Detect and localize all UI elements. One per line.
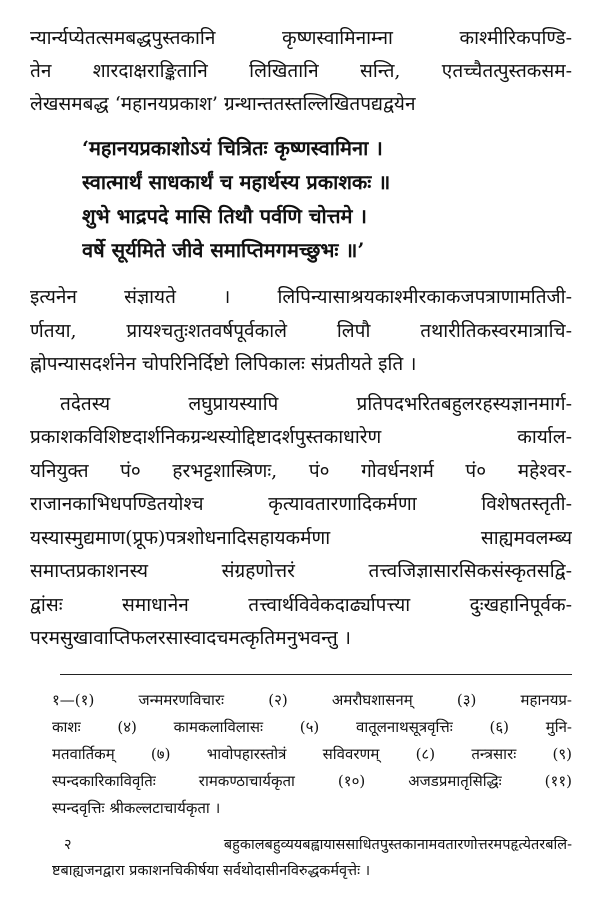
footnote-line: मतवार्तिकम् (७) भावोपहारस्तोत्रं सविवरणम् (८) तन्त्रसारः (९) — [52, 744, 572, 763]
verse-line: शुभे भाद्रपदे मासि तिथौ पर्वणि चोत्तमे । — [82, 204, 368, 228]
text-line: र्णतया, प्रायश्चतुःशतवर्षपूर्वकाले लिपौ तथारीतिकस्वरमात्राचि- — [30, 319, 572, 342]
footnote-line: स्पन्दवृत्तिः श्रीकल्लटाचार्यकृता । — [52, 798, 221, 817]
text-line: यनियुक्त पं० हरभट्टशास्त्रिणः, पं० गोवर्धनशर्म पं० महेश्वर- — [30, 459, 572, 482]
verse-line: ‘महानयप्रकाशोऽयं चित्रितः कृष्णस्वामिना । — [82, 136, 383, 160]
text-line: तेन शारदाक्षराङ्कितानि लिखितानि सन्ति, एतच्चैतत्पुस्तकसम- — [30, 60, 572, 82]
footnote-divider — [60, 674, 572, 675]
quoted-verse — [30, 131, 572, 267]
third-paragraph — [30, 388, 572, 656]
text-line: यस्यास्मुद्यमाण(प्रूफ)पत्रशोधनादिसहायकर्मणा साह्यमवलम्ब्य — [30, 526, 572, 549]
text-line: लेखसमबद्ध ‘महानयप्रकाश’ ग्रन्थान्ततस्तल्लिखितपद्यद्वयेन — [30, 93, 416, 115]
text-line: ह्नोपन्यासदर्शनेन चोपरिनिर्दिष्टो लिपिकालः संप्रतीयते इति । — [30, 353, 417, 375]
second-paragraph — [30, 281, 572, 382]
footnote-line: काशः (४) कामकलाविलासः (५) वातूलनाथसूत्रवृत्तिः (६) मुनि- — [52, 717, 572, 736]
footnote-line: १—(१) जन्ममरणविचारः (२) अमरौघशासनम् (३) महानयप्र- — [52, 690, 572, 709]
text-line: तदेतस्य लघुप्रायस्यापि प्रतिपदभरितबहुलरहस्यज्ञानमार्ग- — [60, 392, 572, 415]
text-line: न्यार्न्यप्येतत्समबद्धपुस्तकानि कृष्णस्वामिनाम्ना काश्मीरिकपण्डि- — [30, 27, 572, 49]
footnote-2 — [30, 832, 572, 884]
text-line: परमसुखावाप्तिफलरसास्वादचमत्कृतिमनुभवन्तु । — [30, 627, 352, 649]
text-line: राजानकाभिधपण्डितयोश्च कृत्यावतारणादिकर्मणा विशेषतस्तृती- — [30, 493, 572, 515]
verse-line: वर्षे सूर्यमिते जीवे समाप्तिमगमच्छुभः ॥’ — [82, 238, 365, 262]
text-line: प्रकाशकविशिष्टदार्शनिकग्रन्थस्योद्दिष्टादर्शपुस्तकाधारेण कार्याल- — [30, 426, 572, 448]
text-line: इत्यनेन संज्ञायते । लिपिन्यासाश्रयकाश्मीरकाकजपत्राणामतिजी- — [30, 286, 572, 308]
text-line: समाप्तप्रकाशनस्य संग्रहणोत्तरं तत्त्वजिज्ञासारसिकसंस्कृतसद्वि- — [30, 560, 572, 582]
verse-line: स्वात्मार्थं साधकार्थं च महार्थस्य प्रकाशकः ॥ — [82, 170, 391, 194]
footnote-line: स्पन्दकारिकाविवृतिः रामकण्ठाचार्यकृता (१०) अजडप्रमातृसिद्धिः (११) — [52, 771, 572, 790]
opening-paragraph — [30, 22, 572, 121]
text-line: द्वांसः समाधानेन तत्त्वार्थविवेकदार्ढ्यापत्त्या दुःखहानिपूर्वक- — [30, 593, 572, 616]
footnote-1 — [30, 687, 572, 822]
footnote-line: ष्टबाह्यजनद्वारा प्रकाशनचिकीर्षया सर्वथोदासीनविरुद्धकर्मवृत्तेः । — [52, 862, 371, 879]
footnote-line: २ बहुकालबहुव्ययबह्वायाससाधितपुस्तकानामवतारणोत्तरमपहृत्येतरबलि- — [64, 836, 572, 853]
